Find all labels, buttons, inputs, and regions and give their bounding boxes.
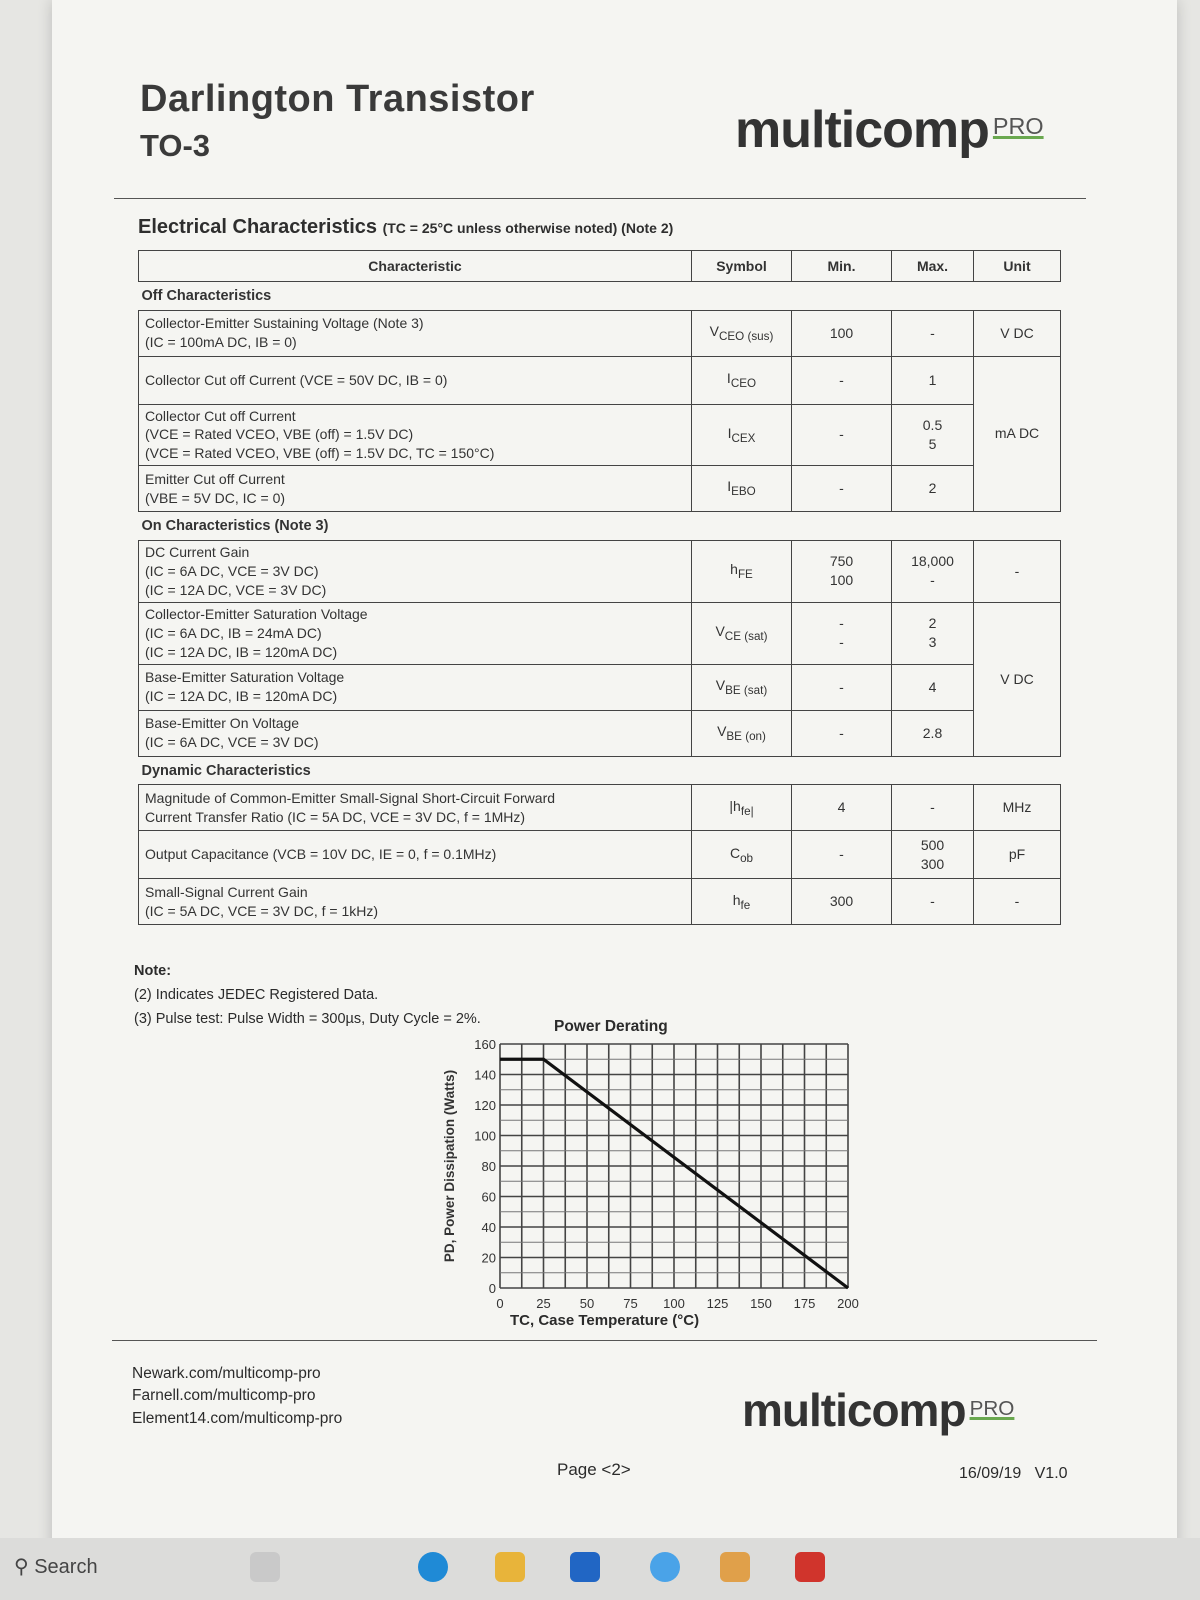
symbol-cell [692, 602, 792, 664]
document-page [52, 0, 1177, 1575]
min-cell [792, 602, 892, 664]
symbol-main: |h [729, 797, 741, 814]
min-cell [792, 540, 892, 602]
section-label-dynamic: Dynamic Characteristics [139, 756, 1061, 785]
symbol-main: V [715, 623, 725, 640]
chart-title: Power Derating [554, 1018, 668, 1035]
char-cell [139, 404, 692, 466]
footer-link-farnell[interactable]: Farnell.com/multicomp-pro [132, 1387, 316, 1405]
symbol-main: I [727, 478, 732, 495]
x-tick-label: 125 [706, 1296, 729, 1311]
brand-logo-bottom [742, 1383, 1014, 1437]
max-value: 5 [928, 435, 937, 452]
taskbar-search[interactable] [14, 1554, 98, 1579]
header-rule [114, 198, 1086, 199]
x-tick-label: 175 [793, 1296, 816, 1311]
brand-name: multicomp [742, 1384, 966, 1436]
section-condition: (TC = 25°C unless otherwise noted) (Note 2) [382, 220, 674, 236]
char-line: (VCE = Rated VCEO, VBE (off) = 1.5V DC, TC = 150°C) [145, 445, 495, 462]
section-row-off [139, 282, 1061, 311]
x-tick-label: 0 [496, 1296, 504, 1311]
char-line: Output Capacitance (VCB = 10V DC, IE = 0, f = 0.1MHz) [145, 846, 497, 863]
y-tick-label: 40 [481, 1220, 496, 1235]
x-tick-label: 150 [750, 1296, 772, 1311]
document-date: 16/09/19 [959, 1465, 1022, 1482]
section-row-dynamic [139, 756, 1061, 785]
symbol-main: h [732, 891, 741, 908]
symbol-main: I [727, 424, 732, 441]
page-number: Page <2> [557, 1460, 631, 1479]
unit-cell: MHz [974, 785, 1061, 831]
char-line: Collector Cut off Current (VCE = 50V DC, IB = 0) [145, 371, 448, 388]
unit-cell: - [974, 879, 1061, 925]
store-icon[interactable] [570, 1552, 600, 1582]
notes-block [134, 960, 481, 1032]
char-cell [139, 466, 692, 512]
table-row [139, 831, 1061, 879]
symbol-cell [692, 710, 792, 756]
char-cell [139, 356, 692, 404]
file-explorer-icon[interactable] [495, 1552, 525, 1582]
char-line: (IC = 6A DC, VCE = 3V DC) [145, 734, 319, 751]
char-cell [139, 602, 692, 664]
max-cell [892, 831, 974, 879]
app-icon[interactable] [650, 1552, 680, 1582]
y-tick-label: 0 [488, 1281, 496, 1296]
min-cell: 100 [792, 310, 892, 356]
max-cell: 1 [892, 356, 974, 404]
table-row [139, 466, 1061, 512]
table-row [139, 664, 1061, 710]
section-label-on: On Characteristics (Note 3) [139, 512, 1061, 541]
y-tick-label: 120 [474, 1098, 496, 1113]
max-value: - [930, 572, 935, 589]
min-cell: - [792, 831, 892, 879]
symbol-sub: CE (sat) [724, 629, 768, 643]
x-tick-label: 75 [623, 1296, 638, 1311]
max-value: 300 [920, 855, 945, 872]
y-tick-label: 160 [474, 1037, 496, 1052]
symbol-main: V [709, 322, 719, 339]
search-label: Search [34, 1556, 98, 1578]
min-value: - [839, 615, 844, 632]
header-symbol: Symbol [692, 251, 792, 282]
symbol-cell [692, 664, 792, 710]
symbol-cell [692, 879, 792, 925]
table-header-row [139, 251, 1061, 282]
symbol-cell [692, 310, 792, 356]
y-tick-label: 60 [481, 1189, 496, 1205]
char-line: Base-Emitter On Voltage [145, 715, 300, 732]
max-value: 3 [928, 634, 937, 651]
char-cell [139, 540, 692, 602]
table-row [139, 710, 1061, 756]
edge-browser-icon[interactable] [418, 1552, 448, 1582]
min-cell: - [792, 404, 892, 466]
brand-suffix: PRO [992, 113, 1044, 140]
max-cell: - [892, 785, 974, 831]
section-row-on [139, 512, 1061, 541]
char-line: (IC = 6A DC, IB = 24mA DC) [145, 624, 322, 641]
power-derating-chart [388, 1030, 859, 1311]
max-value: 18,000 [911, 553, 954, 570]
symbol-sub: BE (sat) [725, 683, 768, 697]
table-row [139, 785, 1061, 831]
symbol-main: I [726, 369, 731, 386]
section-title [138, 216, 673, 239]
char-line: (VCE = Rated VCEO, VBE (off) = 1.5V DC) [145, 426, 414, 443]
char-line: Collector-Emitter Saturation Voltage [145, 605, 368, 622]
footer-rule [112, 1340, 1097, 1341]
app-icon[interactable] [795, 1552, 825, 1582]
char-line: DC Current Gain [145, 543, 250, 560]
electrical-characteristics-table [138, 250, 1061, 925]
min-cell: - [792, 466, 892, 512]
x-tick-label: 100 [663, 1296, 685, 1311]
char-line: Collector-Emitter Sustaining Voltage (Note 3) [145, 315, 424, 332]
y-axis-label: PD, Power Dissipation (Watts) [442, 1069, 457, 1263]
symbol-sub: fe [740, 898, 751, 912]
min-cell: - [792, 356, 892, 404]
char-cell [139, 710, 692, 756]
symbol-sub: ob [740, 851, 754, 865]
min-value: 100 [829, 572, 854, 589]
symbol-sub: EBO [731, 485, 756, 499]
taskbar [0, 1538, 1200, 1600]
symbol-cell [692, 404, 792, 466]
symbol-sub: BE (on) [726, 729, 766, 743]
char-line: Small-Signal Current Gain [145, 883, 308, 900]
max-value: 2 [928, 615, 937, 632]
chart-x-axis-label: TC, Case Temperature (°C) [510, 1312, 700, 1329]
char-cell [139, 831, 692, 879]
symbol-sub: CEO [730, 376, 757, 390]
char-line: (IC = 12A DC, VCE = 3V DC) [145, 581, 327, 598]
max-cell: 2 [892, 466, 974, 512]
document-title: Darlington Transistor [140, 78, 535, 120]
char-line: (IC = 12A DC, IB = 120mA DC) [145, 688, 338, 705]
char-line: Current Transfer Ratio (IC = 5A DC, VCE = 3V DC, f = 1MHz) [145, 808, 526, 825]
min-cell: 4 [792, 785, 892, 831]
char-line: (IC = 5A DC, VCE = 3V DC, f = 1kHz) [145, 902, 379, 919]
symbol-sub: CEX [731, 431, 756, 445]
max-cell [892, 540, 974, 602]
max-cell: 2.8 [892, 710, 974, 756]
brand-suffix: PRO [969, 1396, 1015, 1420]
max-cell: - [892, 310, 974, 356]
symbol-cell [692, 356, 792, 404]
char-cell [139, 664, 692, 710]
table-row [139, 356, 1061, 404]
min-cell: - [792, 710, 892, 756]
max-value: 500 [920, 836, 945, 853]
max-cell [892, 404, 974, 466]
min-value: - [839, 634, 844, 651]
table-row [139, 879, 1061, 925]
x-tick-label: 200 [837, 1296, 859, 1311]
char-line: (IC = 100mA DC, IB = 0) [145, 334, 297, 351]
table-row [139, 310, 1061, 356]
unit-cell: - [974, 540, 1061, 602]
max-cell: - [892, 879, 974, 925]
header-max: Max. [892, 251, 974, 282]
symbol-sub: FE [737, 567, 753, 581]
footer-links [132, 1363, 342, 1430]
section-title-text: Electrical Characteristics [138, 216, 378, 238]
widgets-icon[interactable] [250, 1552, 280, 1582]
table-row [139, 540, 1061, 602]
x-tick-label: 50 [579, 1296, 595, 1311]
header-min: Min. [792, 251, 892, 282]
unit-cell-cutoff: mA DC [974, 356, 1061, 512]
unit-cell-vdc: V DC [974, 602, 1061, 756]
app-icon[interactable] [720, 1552, 750, 1582]
note-item: (3) Pulse test: Pulse Width = 300µs, Duty Cycle = 2%. [134, 1010, 481, 1027]
header-unit: Unit [974, 251, 1061, 282]
table-row [139, 404, 1061, 466]
symbol-main: h [730, 561, 738, 578]
unit-cell: V DC [974, 310, 1061, 356]
y-tick-label: 100 [474, 1128, 496, 1144]
document-subtitle: TO-3 [140, 128, 211, 163]
symbol-main: V [715, 677, 726, 694]
x-tick-label: 25 [536, 1296, 551, 1311]
symbol-main: C [729, 844, 741, 861]
min-cell: - [792, 664, 892, 710]
brand-logo-top [735, 100, 1044, 160]
y-tick-label: 80 [481, 1159, 496, 1174]
footer-link-element14[interactable]: Element14.com/multicomp-pro [132, 1409, 343, 1427]
symbol-cell [692, 785, 792, 831]
section-label-off: Off Characteristics [139, 282, 1061, 311]
char-line: (IC = 12A DC, IB = 120mA DC) [145, 643, 338, 660]
min-value: 750 [829, 553, 854, 570]
max-cell [892, 602, 974, 664]
symbol-cell [692, 540, 792, 602]
search-icon: ⚲ [14, 1556, 29, 1578]
max-cell: 4 [892, 664, 974, 710]
symbol-cell [692, 831, 792, 879]
document-date-version [959, 1465, 1068, 1483]
symbol-main: V [717, 723, 727, 740]
min-cell: 300 [792, 879, 892, 925]
char-line: Base-Emitter Saturation Voltage [145, 669, 345, 686]
max-value: 0.5 [922, 417, 943, 433]
note-item: (2) Indicates JEDEC Registered Data. [134, 986, 379, 1003]
char-line: Emitter Cut off Current [145, 470, 285, 487]
notes-heading: Note: [134, 963, 172, 979]
char-line: (VBE = 5V DC, IC = 0) [145, 489, 286, 506]
brand-name: multicomp [735, 101, 989, 159]
unit-cell: pF [974, 831, 1061, 879]
symbol-sub: CEO (sus) [718, 329, 774, 343]
table-row [139, 602, 1061, 664]
char-line: Collector Cut off Current [145, 407, 296, 424]
header-characteristic: Characteristic [139, 251, 692, 282]
symbol-cell [692, 466, 792, 512]
char-cell [139, 785, 692, 831]
char-cell [139, 879, 692, 925]
y-tick-label: 140 [474, 1067, 496, 1083]
char-cell [139, 310, 692, 356]
char-line: Magnitude of Common-Emitter Small-Signal Short-Circuit Forward [145, 789, 556, 806]
char-line: (IC = 6A DC, VCE = 3V DC) [145, 562, 319, 579]
y-tick-label: 20 [481, 1250, 496, 1266]
footer-link-newark[interactable]: Newark.com/multicomp-pro [132, 1365, 321, 1382]
document-version: V1.0 [1034, 1465, 1068, 1482]
symbol-sub: fe| [740, 804, 754, 818]
